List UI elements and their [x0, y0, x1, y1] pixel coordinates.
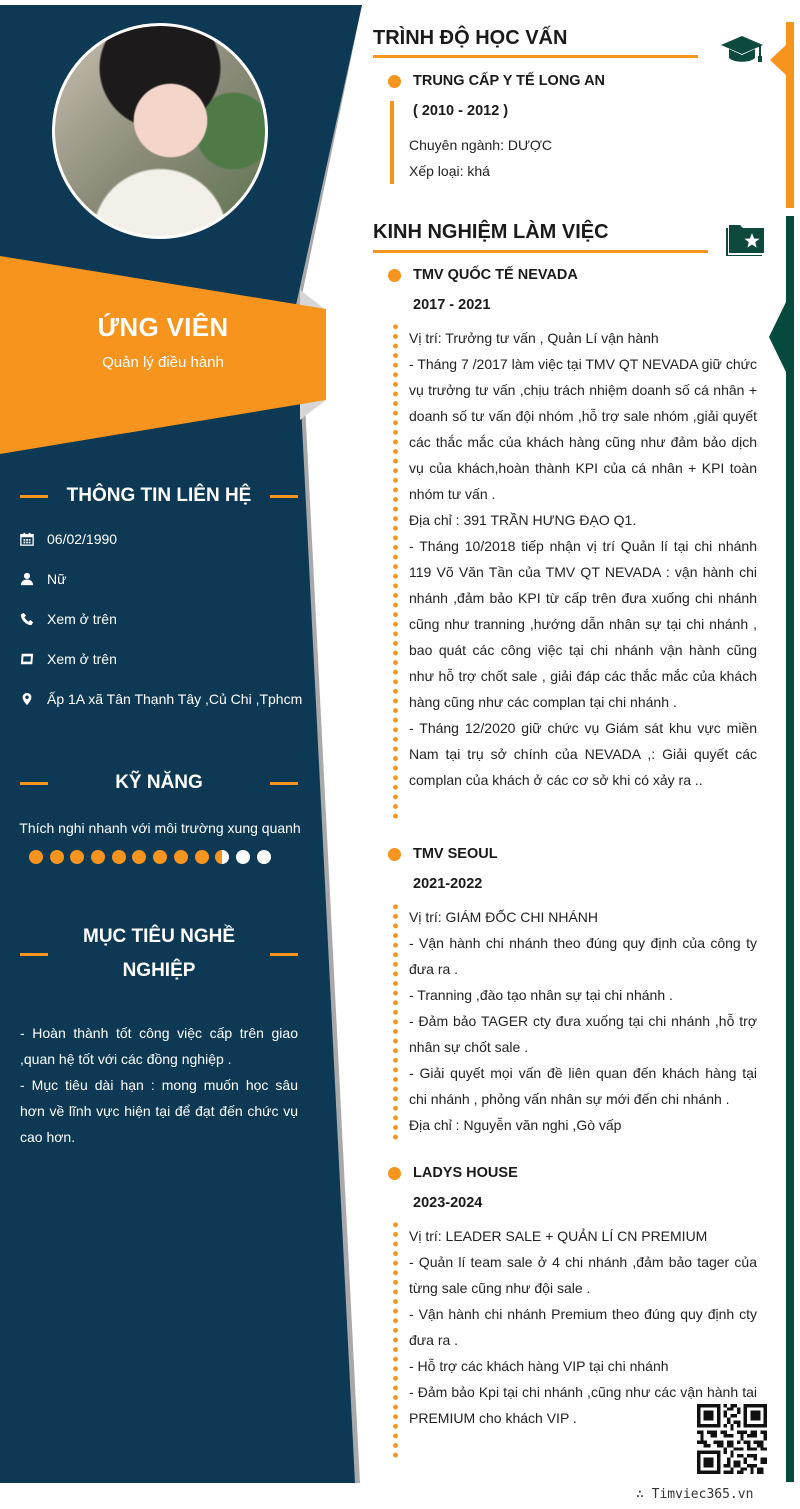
contact-value: Xem ở trên [47, 651, 117, 667]
heading-dash [270, 495, 298, 498]
heading-dash [20, 953, 48, 956]
map-marker-icon [20, 692, 47, 706]
education-accent-bar [390, 101, 394, 184]
rating-dot-filled [132, 850, 146, 864]
rating-dot-filled [50, 850, 64, 864]
rating-dot-filled [29, 850, 43, 864]
job-line: - Quản lí team sale ở 4 chi nhánh ,đảm bảo tager của từng sale cũng như đội sale . [409, 1254, 757, 1296]
rating-dot-half [215, 850, 229, 864]
rating-dot-empty [236, 850, 250, 864]
qr-code-icon [697, 1404, 767, 1474]
education-side-bar [786, 22, 794, 208]
job-line: - Tháng 10/2018 tiếp nhận vị trí Quản lí tại chi nhánh 119 Võ Văn Tần của TMV QT NEVADA : vận hành chi nhánh ,đảm bảo KPI từ cấp trên đưa xuống chi nhánh cũng như tranning ,hướng dẫn nhân sự tại chi nhánh , bao quát các công việc tại chi nhánh vận hành cũng như hỗ trợ chốt sale , giải đáp các thắc mắc của khách hàng cũng như các complan tại chi nhánh . [409, 538, 757, 710]
experience-heading-underline [373, 250, 708, 253]
skills-heading-text: KỸ NĂNG [115, 772, 203, 793]
job-line: Địa chỉ : 391 TRẦN HƯNG ĐẠO Q1. [409, 512, 637, 528]
job-line: - Tranning ,đào tạo nhân sự tại chi nhánh . [409, 987, 673, 1003]
rating-dot-empty [257, 850, 271, 864]
education-heading: TRÌNH ĐỘ HỌC VẤN [373, 27, 568, 49]
job-period: 2017 - 2021 [413, 297, 491, 313]
skill-rating [29, 850, 271, 864]
heading-dash [20, 782, 48, 785]
job-line: Vị trí: LEADER SALE + QUẢN LÍ CN PREMIUM [409, 1228, 708, 1244]
contact-value: Xem ở trên [47, 611, 117, 627]
job-line: - Hỗ trợ các khách hàng VIP tại chi nhánh [409, 1358, 669, 1374]
watermark: ∴ Timviec365.vn [636, 1487, 754, 1502]
rating-dot-filled [91, 850, 105, 864]
rating-dot-filled [112, 850, 126, 864]
rating-dot-filled [70, 850, 84, 864]
job-bullet [388, 269, 401, 282]
email-icon [20, 652, 47, 666]
education-period: ( 2010 - 2012 ) [413, 103, 509, 119]
job-line: Vị trí: GIÁM ĐỐC CHI NHÁNH [409, 909, 599, 925]
rating-dot-filled [174, 850, 188, 864]
objective-heading-text [48, 920, 270, 988]
education-bullet [388, 75, 401, 88]
contact-gender [20, 571, 66, 587]
skill-label: Thích nghi nhanh với môi trường xung quanh [19, 820, 301, 836]
objective-paragraph: - Hoàn thành tốt công việc cấp trên giao ,quan hệ tốt với các đồng nghiệp . [20, 1025, 298, 1067]
job-line: Vị trí: Trưởng tư vấn , Quản Lí vận hành [409, 330, 659, 346]
avatar [52, 23, 268, 239]
education-major: Chuyên ngành: DƯỢC [409, 137, 553, 153]
contact-address [20, 691, 302, 707]
objective-heading-line2: NGHIỆP [122, 960, 196, 981]
contact-value: Nữ [47, 571, 67, 587]
experience-side-pointer [769, 302, 786, 372]
experience-heading: KINH NGHIỆM LÀM VIỆC [373, 221, 609, 243]
contact-phone [20, 611, 117, 627]
user-icon [20, 572, 47, 586]
candidate-job-title: Quản lý điều hành [102, 354, 224, 371]
contact-value: 06/02/1990 [47, 531, 118, 547]
job-period: 2021-2022 [413, 876, 483, 892]
job-description [409, 325, 757, 793]
job-period: 2023-2024 [413, 1195, 483, 1211]
candidate-name: ỨNG VIÊN [97, 312, 229, 342]
education-grade: Xếp loại: khá [409, 163, 490, 179]
education-heading-underline [373, 55, 698, 58]
job-line: - Đảm bảo Kpi tại chi nhánh ,cũng như các vận hành tai PREMIUM cho khách VIP . [409, 1384, 757, 1426]
job-timeline-dots [393, 902, 398, 1142]
job-company: LADYS HOUSE [413, 1165, 518, 1181]
job-timeline-dots [393, 322, 398, 820]
job-bullet [388, 1167, 401, 1180]
heading-dash [270, 953, 298, 956]
skills-heading [20, 766, 298, 800]
folder-star-icon [724, 222, 766, 263]
job-timeline-dots [393, 1220, 398, 1460]
job-description [409, 1223, 757, 1431]
rating-dot-filled [153, 850, 167, 864]
experience-side-bar [786, 216, 794, 1482]
education-school: TRUNG CẤP Y TẾ LONG AN [413, 73, 606, 89]
objective-text [20, 1020, 298, 1150]
job-company: TMV SEOUL [413, 846, 498, 862]
job-description [409, 904, 757, 1138]
job-line: - Giải quyết mọi vấn đề liên quan đến khách hàng tại chi nhánh , phỏng vấn nhân sự mới đến chi nhánh . [409, 1065, 757, 1107]
rating-dot-filled [195, 850, 209, 864]
job-line: - Vận hành chi nhánh theo đúng quy định của công ty đưa ra . [409, 935, 757, 977]
contact-heading-text: THÔNG TIN LIÊN HỆ [66, 485, 252, 506]
job-line: - Tháng 7 /2017 làm việc tại TMV QT NEVADA giữ chức vụ trưởng tư vấn ,chịu trách nhiệm doanh số cá nhân + doanh số tư vấn đội nhóm ,hỗ trợ sale nhóm ,giải quyết các thắc mắc của khách hàng cũng như đảm bảo dịch vụ của khách,hoàn thành KPI của cá nhân + KPI toàn nhóm tư vấn . [409, 356, 757, 502]
job-bullet [388, 848, 401, 861]
job-company: TMV QUỐC TẾ NEVADA [413, 267, 578, 283]
heading-dash [20, 495, 48, 498]
education-side-pointer [770, 45, 786, 75]
contact-value: Ấp 1A xã Tân Thạnh Tây ,Củ Chi ,Tphcm [47, 691, 303, 707]
heading-dash [270, 782, 298, 785]
objective-heading [20, 920, 298, 988]
contact-heading [20, 479, 298, 513]
job-line: - Tháng 12/2020 giữ chức vụ Giám sát khu vực miền Nam tại trụ sở chính của NEVADA ,: Giải quyết các complan của khách ở các cơ sở khi có xảy ra .. [409, 720, 757, 788]
graduation-cap-icon [720, 34, 764, 69]
job-line: Địa chỉ : Nguyễn văn nghi ,Gò vấp [409, 1117, 622, 1133]
contact-birthdate [20, 531, 117, 547]
contact-email [20, 651, 117, 667]
calendar-icon [20, 532, 47, 546]
objective-heading-line1: MỤC TIÊU NGHỀ [83, 926, 235, 947]
phone-icon [20, 612, 47, 626]
job-line: - Đảm bảo TAGER cty đưa xuống tại chi nhánh ,hỗ trợ nhân sự chốt sale . [409, 1013, 757, 1055]
job-line: - Vận hành chi nhánh Premium theo đúng quy định cty đưa ra . [409, 1306, 757, 1348]
objective-paragraph: - Mục tiêu dài hạn : mong muốn học sâu hơn về lĩnh vực hiện tại để đạt đến chức vụ cao hơn. [20, 1077, 298, 1145]
